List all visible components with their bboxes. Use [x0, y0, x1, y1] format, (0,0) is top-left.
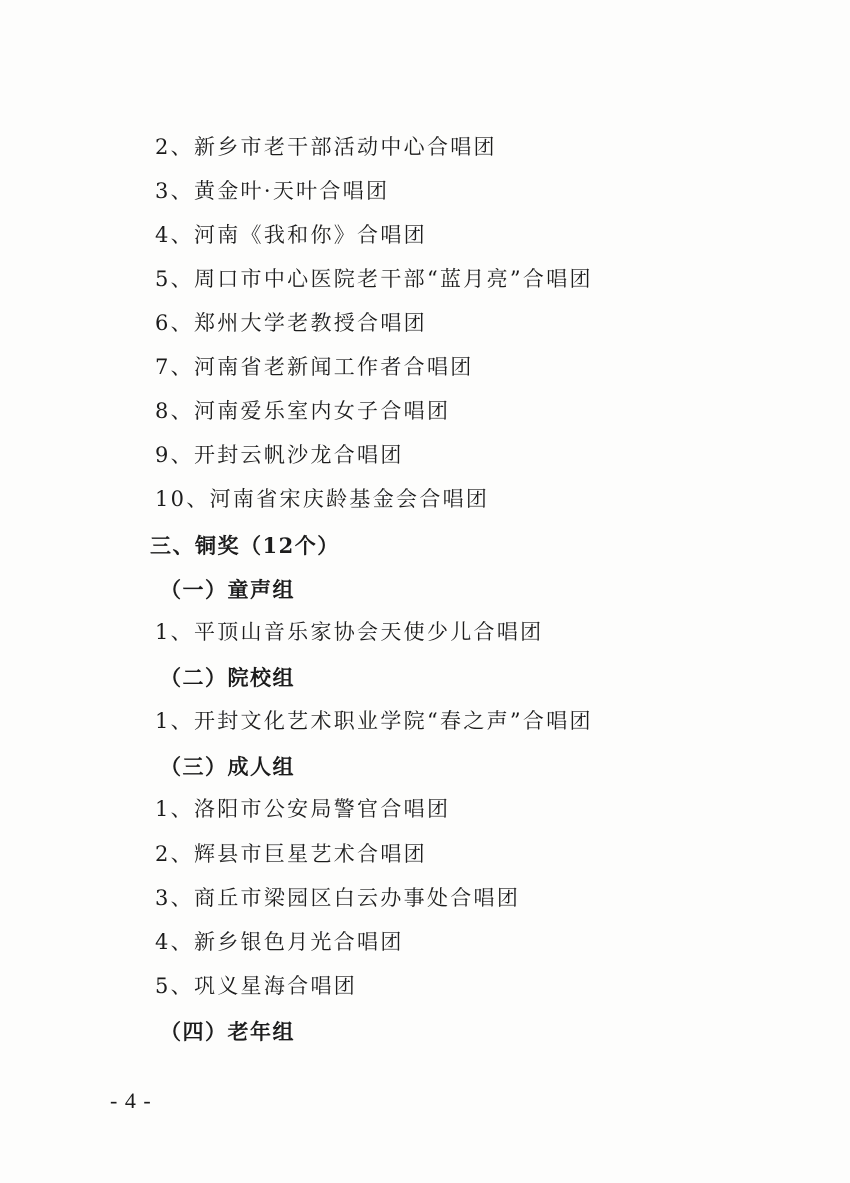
- college-group-item-1: 1、开封文化艺术职业学院“春之声”合唱团: [155, 709, 593, 733]
- silver-award-item-7: 7、河南省老新闻工作者合唱团: [155, 355, 474, 379]
- adult-group-item-1: 1、洛阳市公安局警官合唱团: [155, 797, 451, 821]
- silver-award-item-3: 3、黄金叶·天叶合唱团: [155, 179, 390, 203]
- bronze-award-heading: 三、铜奖（12个）: [150, 533, 340, 558]
- silver-award-item-9: 9、开封云帆沙龙合唱团: [155, 443, 404, 467]
- adult-group-item-4: 4、新乡银色月光合唱团: [155, 930, 404, 954]
- children-group-item-1: 1、平顶山音乐家协会天使少儿合唱团: [155, 620, 544, 644]
- children-group-heading: （一）童声组: [160, 577, 295, 602]
- silver-award-item-4: 4、河南《我和你》合唱团: [155, 223, 427, 247]
- adult-group-heading: （三）成人组: [160, 754, 295, 779]
- silver-award-item-5: 5、周口市中心医院老干部“蓝月亮”合唱团: [155, 267, 593, 291]
- silver-award-item-2: 2、新乡市老干部活动中心合唱团: [155, 135, 497, 159]
- adult-group-item-2: 2、辉县市巨星艺术合唱团: [155, 842, 427, 866]
- adult-group-item-5: 5、巩义星海合唱团: [155, 974, 358, 998]
- college-group-heading: （二）院校组: [160, 665, 295, 690]
- page-number: - 4 -: [110, 1088, 152, 1113]
- silver-award-item-8: 8、河南爱乐室内女子合唱团: [155, 399, 451, 423]
- adult-group-item-3: 3、商丘市梁园区白云办事处合唱团: [155, 886, 521, 910]
- silver-award-item-6: 6、郑州大学老教授合唱团: [155, 311, 427, 335]
- silver-award-item-10: 10、河南省宋庆龄基金会合唱团: [155, 487, 490, 511]
- senior-group-heading: （四）老年组: [160, 1019, 295, 1044]
